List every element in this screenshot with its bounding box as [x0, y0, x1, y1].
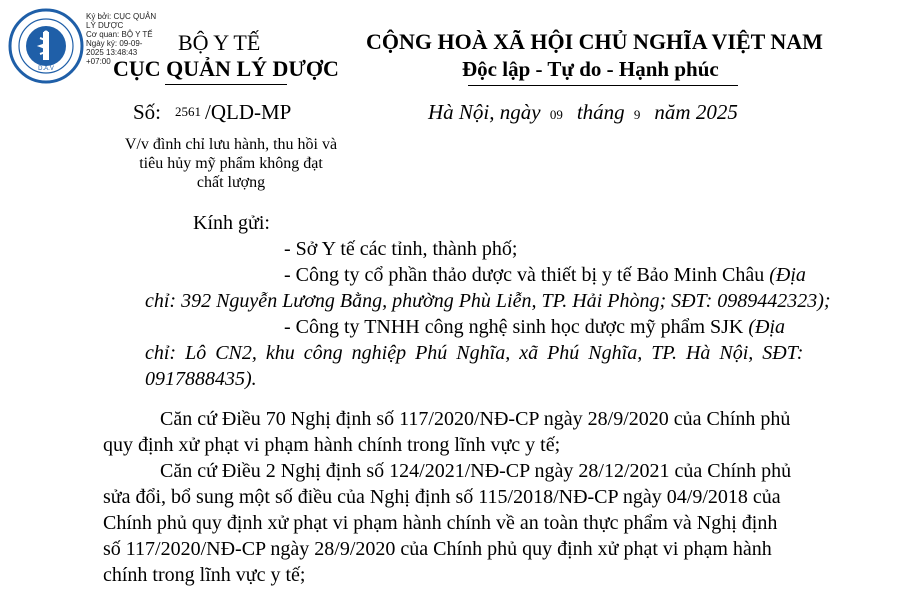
signature-line: Cơ quan: BỘ Y TẾ	[86, 30, 153, 39]
recipient-2-address-line: chỉ: 392 Nguyễn Lương Bằng, phường Phù Liễn, TP. Hải Phòng; SĐT: 0989442323);	[145, 290, 831, 312]
signature-line: LÝ DƯỢC	[86, 21, 124, 30]
signature-line: Ngày ký: 09-09-	[86, 39, 143, 48]
paragraph-line: số 117/2020/NĐ-CP ngày 28/9/2020 của Chính phủ quy định xử phạt vi phạm hành	[103, 538, 772, 560]
subject-line: V/v đình chỉ lưu hành, thu hồi và	[124, 136, 338, 153]
recipient-3-address-line: chỉ: Lô CN2, khu công nghiệp Phú Nghĩa, xã Phú Nghĩa, TP. Hà Nội, SĐT:	[145, 342, 804, 364]
recipient-3	[284, 314, 785, 340]
department-underline	[165, 84, 287, 85]
document-number	[133, 100, 291, 125]
date-month: 9	[633, 107, 641, 122]
motto-underline	[468, 85, 738, 86]
recipient-1: - Sở Y tế các tỉnh, thành phố;	[284, 238, 518, 260]
paragraph-line: sửa đổi, bổ sung một số điều của Nghị định số 115/2018/NĐ-CP ngày 04/9/2018 của	[103, 486, 781, 508]
recipient-3-address: (Địa	[748, 316, 786, 338]
national-title: CỘNG HOÀ XÃ HỘI CHỦ NGHĨA VIỆT NAM	[366, 29, 823, 54]
document-date	[428, 100, 738, 125]
seal-abbr: D.A.V	[38, 66, 54, 72]
number-value: 2561	[175, 104, 202, 119]
date-month-label: tháng	[576, 100, 625, 124]
recipient-3-name: - Công ty TNHH công nghệ sinh học dược mỹ phẩm SJK	[284, 316, 749, 338]
subject-line: chất lượng	[196, 174, 266, 191]
signature-line: 2025 13:48:43	[86, 48, 138, 57]
department-name: CỤC QUẢN LÝ DƯỢC	[113, 56, 339, 81]
recipient-3-phone: 0917888435).	[145, 368, 257, 390]
recipient-2	[284, 262, 806, 288]
recipient-2-name: - Công ty cổ phần thảo dược và thiết bị y tế Bảo Minh Châu	[284, 264, 770, 286]
number-label: Số:	[133, 100, 162, 124]
agency-seal-icon	[8, 8, 84, 84]
ministry-name: BỘ Y TẾ	[178, 30, 261, 55]
recipient-2-address: (Địa	[769, 264, 806, 286]
date-prefix: Hà Nội, ngày	[428, 100, 541, 124]
signature-line: Ký bởi: CỤC QUẢN	[86, 12, 157, 21]
date-year: năm 2025	[654, 100, 738, 124]
paragraph-line: Chính phủ quy định xử phạt vi phạm hành chính về an toàn thực phẩm và Nghị định	[103, 512, 778, 534]
signature-line: +07:00	[86, 57, 111, 66]
date-day: 09	[549, 107, 563, 122]
paragraph-line: Căn cứ Điều 2 Nghị định số 124/2021/NĐ-CP ngày 28/12/2021 của Chính phủ	[160, 460, 792, 482]
paragraph-line: chính trong lĩnh vực y tế;	[103, 564, 306, 586]
document-subject	[100, 135, 362, 192]
recipients-greeting: Kính gửi:	[193, 212, 270, 234]
subject-line: tiêu hủy mỹ phẩm không đạt	[139, 155, 323, 172]
paragraph-line: Căn cứ Điều 70 Nghị định số 117/2020/NĐ-CP ngày 28/9/2020 của Chính phủ	[160, 408, 791, 430]
number-code: /QLD-MP	[205, 100, 292, 124]
national-motto: Độc lập - Tự do - Hạnh phúc	[462, 57, 719, 81]
paragraph-line: quy định xử phạt vi phạm hành chính trong lĩnh vực y tế;	[103, 434, 561, 456]
